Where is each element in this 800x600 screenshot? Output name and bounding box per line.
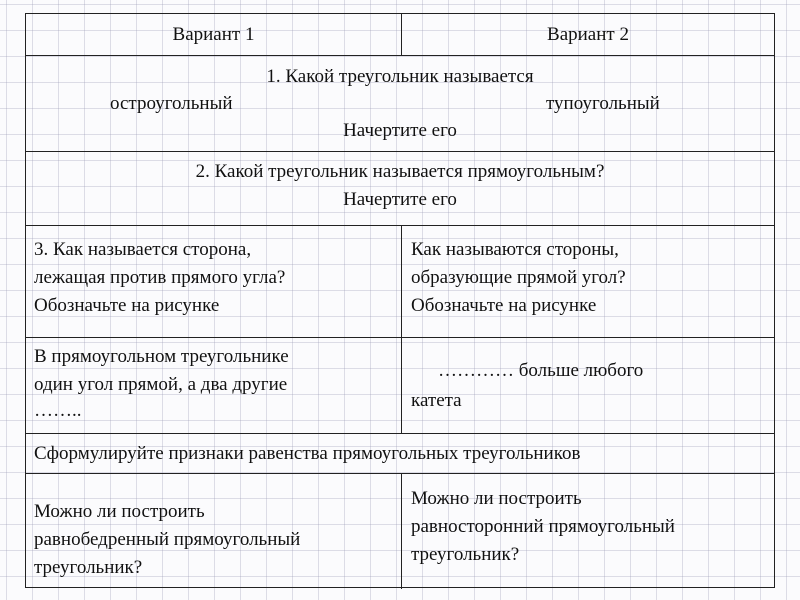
header-cell-variant-1 (26, 14, 402, 55)
question-3-variant-2-cell (402, 226, 774, 337)
question-1-cell (26, 56, 774, 151)
question-3-variant-1-line-1: 3. Как называется сторона, (34, 239, 252, 260)
question-6-variant-1-line-2: равнобедренный прямоугольный (34, 529, 301, 550)
question-6-variant-2-cell (402, 474, 774, 589)
question-6-row (26, 474, 774, 589)
question-3-variant-2-line-1: Как называются стороны, (411, 239, 619, 260)
question-2-row (26, 152, 774, 226)
question-2-cell (26, 152, 774, 225)
question-3-row (26, 226, 774, 338)
question-6-variant-1-line-3: треугольник? (34, 557, 143, 578)
question-1-row (26, 56, 774, 152)
question-3-variant-2-line-3: Обозначьте на рисунке (411, 295, 597, 316)
question-4-variant-2-line-1: ………… больше любого (438, 360, 644, 381)
question-3-variant-1-line-2: лежащая против прямого угла? (34, 267, 286, 288)
question-4-variant-2-cell (402, 338, 774, 433)
question-5-cell (26, 434, 774, 473)
question-1-line-3: Начертите его (343, 120, 457, 141)
question-3-variant-1-line-3: Обозначьте на рисунке (34, 295, 220, 316)
question-3-variant-2-line-2: образующие прямой угол? (411, 267, 626, 288)
question-1-acute-label: остроугольный (110, 93, 233, 114)
question-1-line-1: 1. Какой треугольник называется (266, 66, 534, 87)
question-4-variant-1-cell (26, 338, 402, 433)
question-6-variant-2-line-3: треугольник? (411, 544, 520, 565)
question-4-row (26, 338, 774, 434)
assignment-table (25, 13, 775, 588)
table-header-row (26, 14, 774, 56)
variant-2-heading: Вариант 2 (547, 24, 629, 45)
question-6-variant-1-line-1: Можно ли построить (34, 501, 205, 522)
header-cell-variant-2 (402, 14, 774, 55)
question-1-obtuse-label: тупоугольный (546, 93, 660, 114)
question-6-variant-1-cell (26, 474, 402, 589)
question-4-variant-2-line-2: катета (411, 390, 462, 411)
question-6-variant-2-line-2: равносторонний прямоугольный (411, 516, 675, 537)
question-2-line-1: 2. Какой треугольник называется прямоугольным? (195, 161, 605, 182)
question-5-row (26, 434, 774, 474)
question-6-variant-2-line-1: Можно ли построить (411, 488, 582, 509)
question-4-variant-1-line-3: …….. (34, 400, 82, 421)
question-4-variant-1-line-1: В прямоугольном треугольнике (34, 346, 289, 367)
question-4-variant-1-line-2: один угол прямой, а два другие (34, 374, 288, 395)
question-3-variant-1-cell (26, 226, 402, 337)
question-2-line-2: Начертите его (343, 189, 457, 210)
variant-1-heading: Вариант 1 (172, 24, 255, 45)
question-5-text: Сформулируйте признаки равенства прямоугольных треугольников (34, 443, 581, 464)
